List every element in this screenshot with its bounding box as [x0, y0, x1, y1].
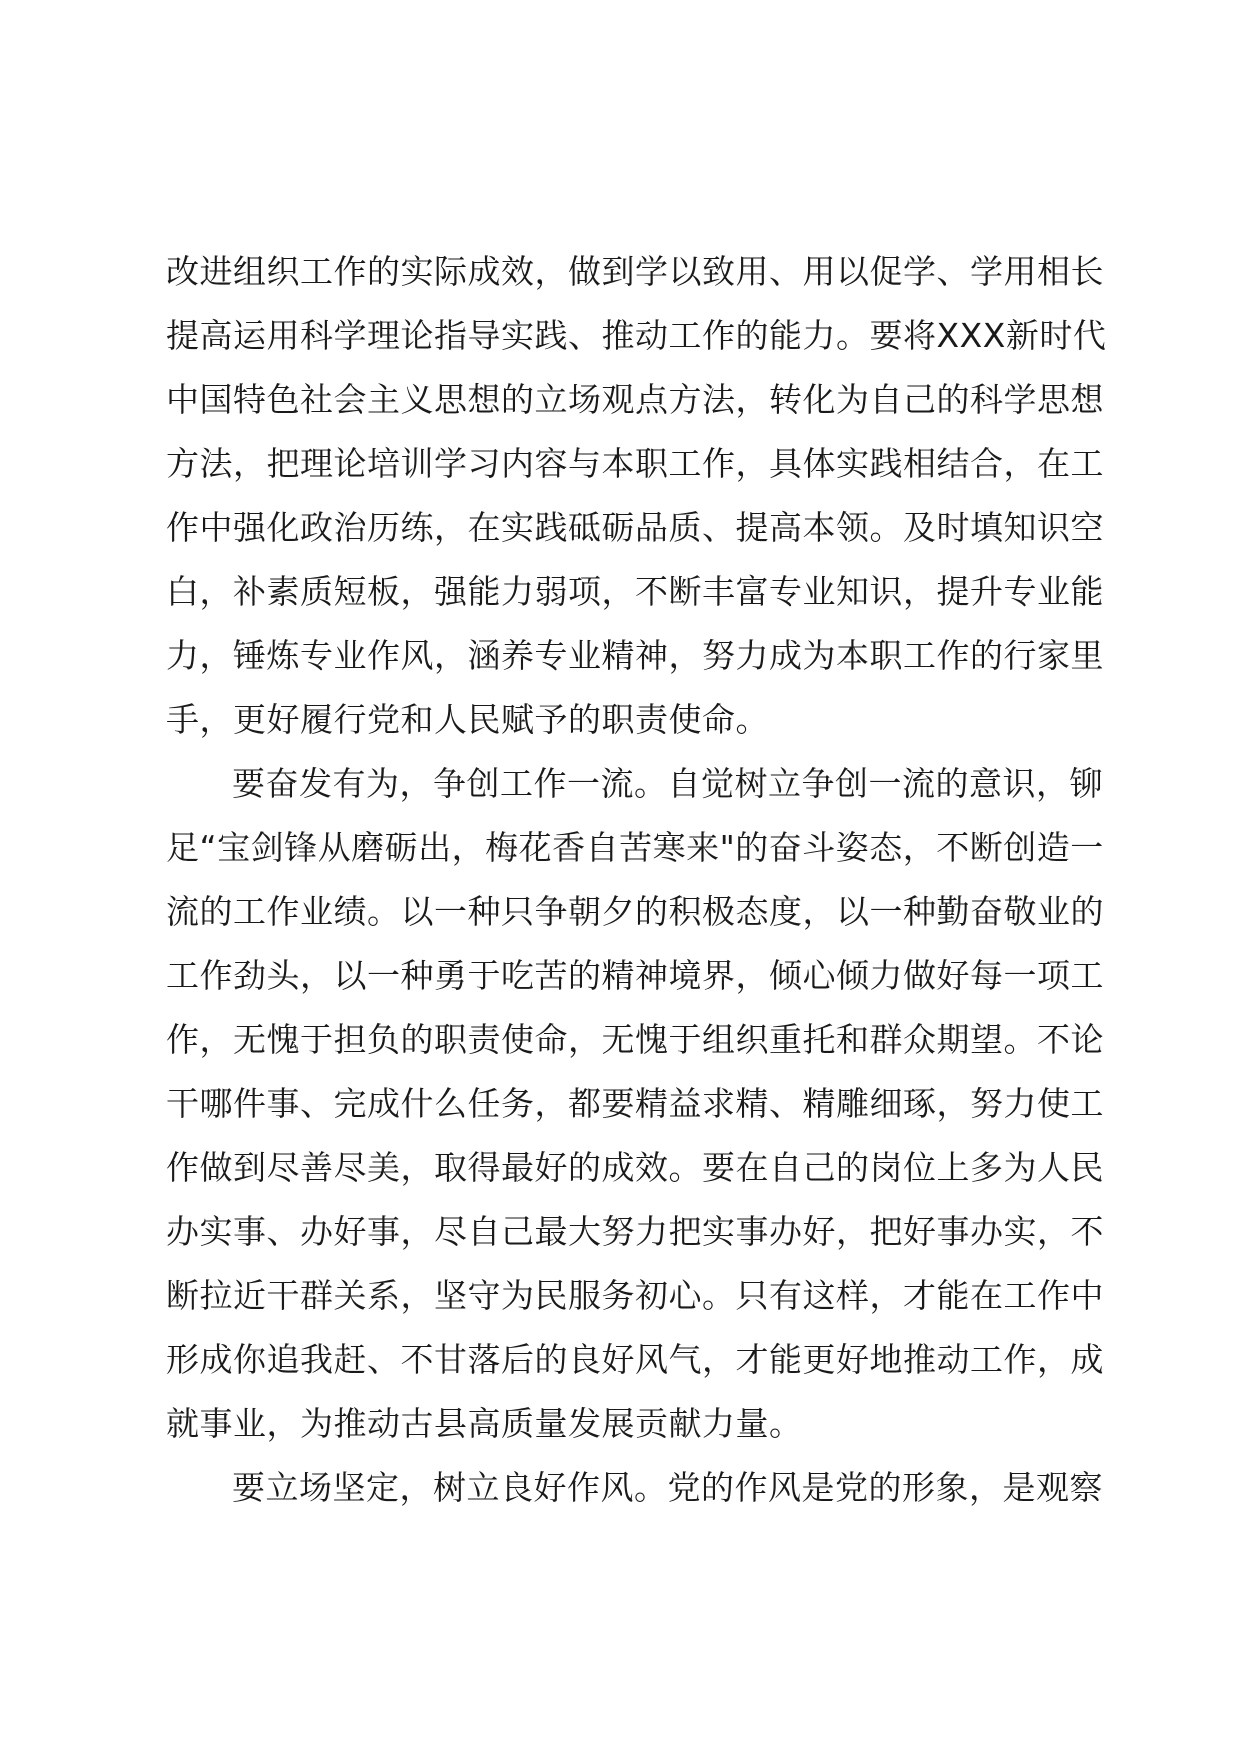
text-line: 流的工作业绩。以一种只争朝夕的积极态度，以一种勤奋敬业的 [166, 892, 1104, 931]
text-line: 提高运用科学理论指导实践、推动工作的能力。要将XXX新时代 [166, 316, 1107, 355]
text-line: 作，无愧于担负的职责使命，无愧于组织重托和群众期望。不论 [166, 1020, 1104, 1059]
text-line: 要立场坚定，树立良好作风。党的作风是党的形象，是观察 [232, 1468, 1103, 1507]
text-line: 足“宝剑锋从磨砺出，梅花香自苦寒来"的奋斗姿态，不断创造一 [166, 828, 1104, 867]
text-line: 力，锤炼专业作风，涵养专业精神，努力成为本职工作的行家里 [166, 636, 1104, 675]
text-line: 要奋发有为，争创工作一流。自觉树立争创一流的意识，铆 [232, 764, 1103, 803]
text-line: 方法，把理论培训学习内容与本职工作，具体实践相结合，在工 [166, 444, 1104, 483]
text-line: 断拉近干群关系，坚守为民服务初心。只有这样，才能在工作中 [166, 1276, 1104, 1315]
text-line: 办实事、办好事，尽自己最大努力把实事办好，把好事办实，不 [166, 1212, 1104, 1251]
text-line: 工作劲头，以一种勇于吃苦的精神境界，倾心倾力做好每一项工 [166, 956, 1104, 995]
text-line: 白，补素质短板，强能力弱项，不断丰富专业知识，提升专业能 [166, 572, 1104, 611]
text-line: 干哪件事、完成什么任务，都要精益求精、精雕细琢，努力使工 [166, 1084, 1104, 1123]
text-line: 就事业，为推动古县高质量发展贡献力量。 [166, 1404, 803, 1443]
text-line: 手，更好履行党和人民赋予的职责使命。 [166, 700, 769, 739]
body-text [166, 240, 1106, 1520]
text-line: 中国特色社会主义思想的立场观点方法，转化为自己的科学思想 [166, 380, 1104, 419]
text-line: 作中强化政治历练，在实践砥砺品质、提高本领。及时填知识空 [166, 508, 1104, 547]
text-line: 作做到尽善尽美，取得最好的成效。要在自己的岗位上多为人民 [166, 1148, 1104, 1187]
text-line: 形成你追我赶、不甘落后的良好风气，才能更好地推动工作，成 [166, 1340, 1104, 1379]
text-line: 改进组织工作的实际成效，做到学以致用、用以促学、学用相长 [166, 252, 1104, 291]
